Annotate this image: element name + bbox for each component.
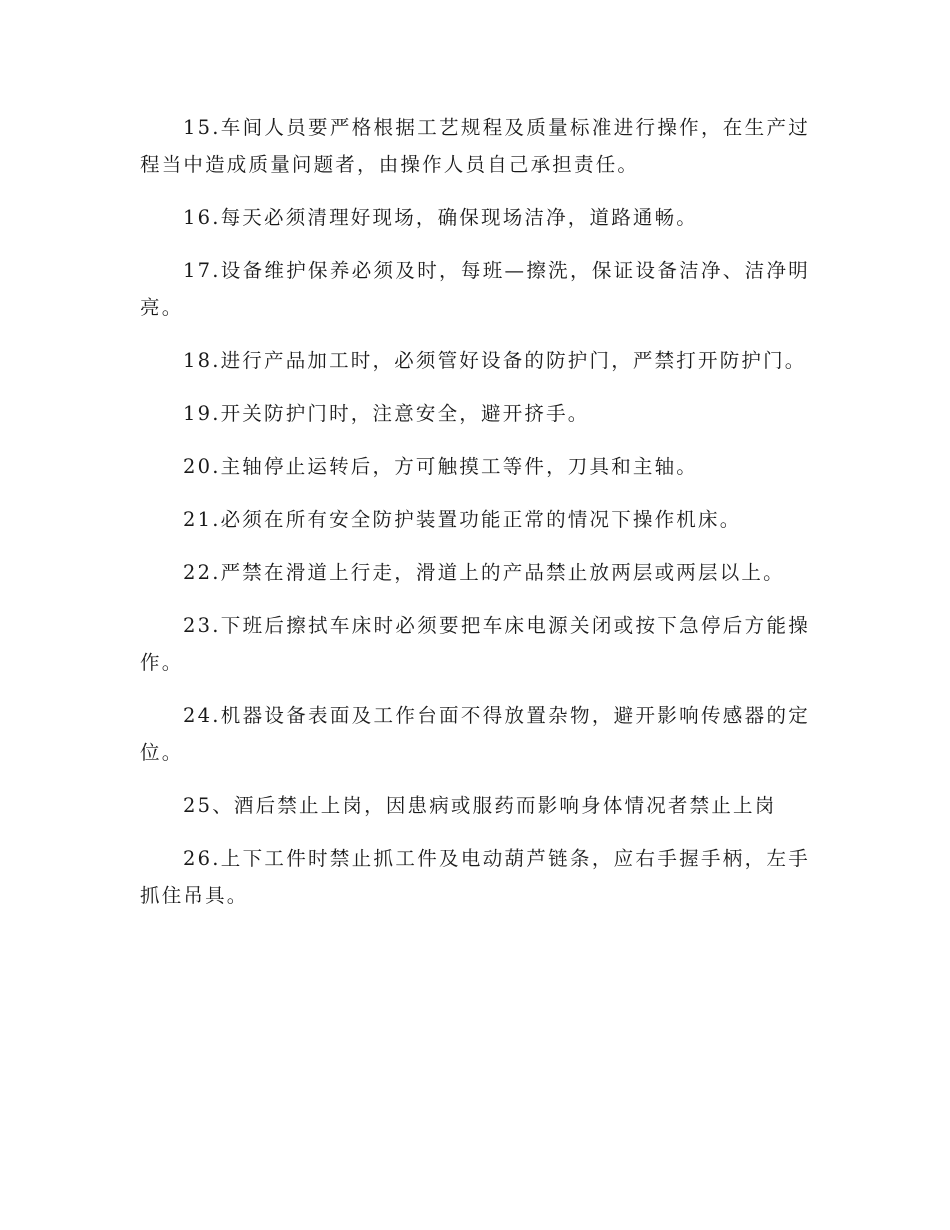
rule-paragraph-22: 22.严禁在滑道上行走，滑道上的产品禁止放两层或两层以上。	[183, 561, 785, 584]
rule-paragraph-17: 17.设备维护保养必须及时，每班—擦洗，保证设备洁净、洁净明亮。	[140, 259, 810, 319]
rule-paragraph-25: 25、酒后禁止上岗，因患病或服药而影响身体情况者禁止上岗	[183, 794, 777, 817]
rule-paragraph-20: 20.主轴停止运转后，方可触摸工等件，刀具和主轴。	[183, 455, 699, 478]
document-body	[140, 109, 810, 930]
rule-paragraph-21: 21.必须在所有安全防护装置功能正常的情况下操作机床。	[183, 508, 742, 531]
rule-paragraph-18: 18.进行产品加工时，必须管好设备的防护门，严禁打开防护门。	[183, 349, 807, 372]
rule-paragraph-19: 19.开关防护门时，注意安全，避开挤手。	[183, 402, 590, 425]
rule-paragraph-23: 23.下班后擦拭车床时必须要把车床电源关闭或按下急停后方能操作。	[140, 614, 810, 674]
rule-paragraph-26: 26.上下工件时禁止抓工件及电动葫芦链条，应右手握手柄，左手抓住吊具。	[140, 847, 810, 907]
rule-paragraph-16: 16.每天必须清理好现场，确保现场洁净，道路通畅。	[183, 206, 699, 229]
rule-paragraph-24: 24.机器设备表面及工作台面不得放置杂物，避开影响传感器的定位。	[140, 704, 810, 764]
rule-paragraph-15: 15.车间人员要严格根据工艺规程及质量标准进行操作，在生产过程当中造成质量问题者，由操作人员自己承担责任。	[140, 116, 810, 176]
